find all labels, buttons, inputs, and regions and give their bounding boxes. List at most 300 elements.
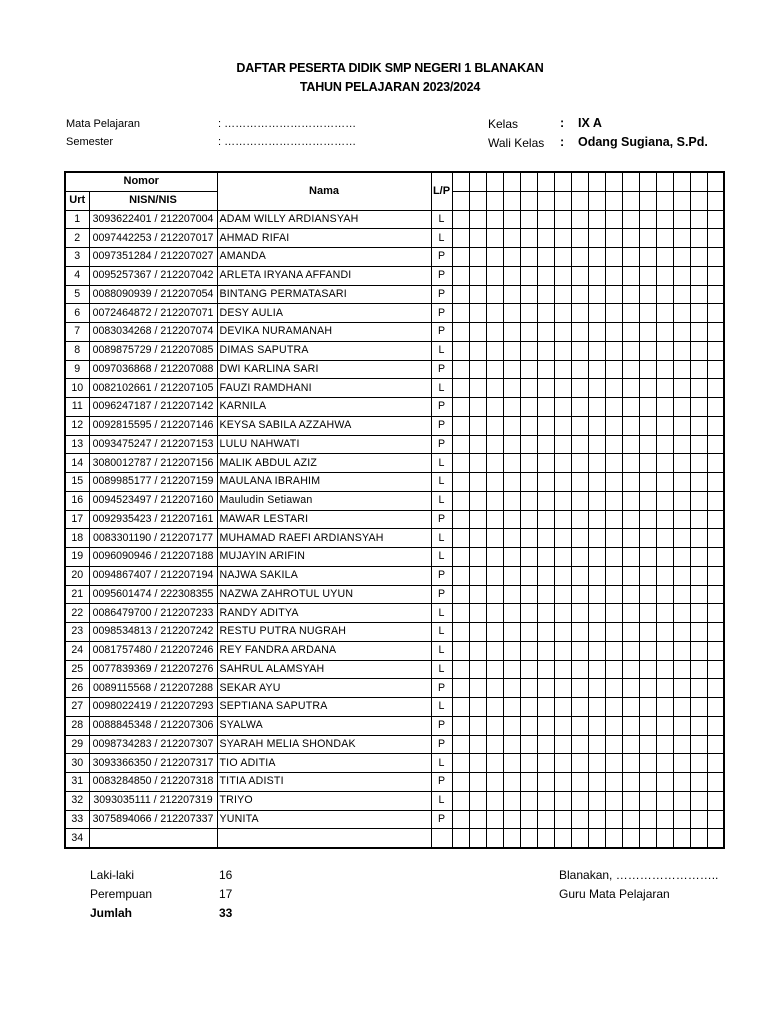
score-cell [690,266,707,285]
header-urt: Urt [65,191,89,210]
score-cell [571,754,588,773]
score-cell [605,248,622,267]
score-cell [690,604,707,623]
row-number: 15 [65,473,89,492]
score-cell [707,473,724,492]
summary-jumlah-value: 33 [219,906,233,920]
score-cell [571,829,588,848]
row-gender: P [431,435,452,454]
score-cell [690,698,707,717]
score-cell [690,716,707,735]
table-row [65,623,724,642]
score-cell [554,660,571,679]
score-cell [622,304,639,323]
score-cell [605,398,622,417]
score-cell [690,791,707,810]
score-cell [690,735,707,754]
score-cell [588,716,605,735]
row-name: RANDY ADITYA [217,604,431,623]
score-cell [639,641,656,660]
row-nisn: 3093035111 / 212207319 [89,791,217,810]
row-name: ARLETA IRYANA AFFANDI [217,266,431,285]
score-cell [622,566,639,585]
score-cell [656,266,673,285]
score-cell [503,679,520,698]
row-nisn: 0092815595 / 212207146 [89,416,217,435]
score-cell [503,716,520,735]
score-cell [503,210,520,229]
score-cell [537,341,554,360]
score-cell [639,829,656,848]
score-cell [486,379,503,398]
score-cell [486,754,503,773]
table-row [65,229,724,248]
score-header-cell [707,172,724,191]
score-cell [537,510,554,529]
score-cell [622,323,639,342]
score-cell [622,810,639,829]
score-cell [554,435,571,454]
score-cell [690,510,707,529]
score-header-cell [469,172,486,191]
row-gender: P [431,773,452,792]
mapel-value: : ……………………………… [218,118,357,130]
score-cell [554,604,571,623]
score-cell [588,735,605,754]
score-cell [656,810,673,829]
score-cell [673,791,690,810]
score-cell [571,379,588,398]
score-cell [452,529,469,548]
score-cell [656,341,673,360]
score-cell [571,248,588,267]
score-cell [656,773,673,792]
score-cell [622,604,639,623]
row-gender: L [431,698,452,717]
row-number: 6 [65,304,89,323]
header-nama: Nama [217,172,431,210]
score-cell [520,323,537,342]
score-cell [673,585,690,604]
score-cell [469,341,486,360]
table-row [65,341,724,360]
score-cell [520,585,537,604]
score-cell [639,623,656,642]
score-cell [656,566,673,585]
score-cell [690,773,707,792]
score-cell [469,229,486,248]
score-cell [588,473,605,492]
score-cell [690,341,707,360]
row-gender: L [431,210,452,229]
score-cell [486,735,503,754]
score-cell [452,210,469,229]
score-cell [622,773,639,792]
score-cell [486,341,503,360]
score-cell [520,491,537,510]
score-cell [690,829,707,848]
score-cell [503,360,520,379]
score-header-cell [656,172,673,191]
score-cell [571,548,588,567]
score-cell [673,360,690,379]
score-cell [469,623,486,642]
score-cell [520,510,537,529]
table-row [65,641,724,660]
score-cell [656,416,673,435]
score-cell [673,641,690,660]
row-number: 7 [65,323,89,342]
score-cell [622,716,639,735]
score-cell [588,679,605,698]
score-cell [469,585,486,604]
row-number: 11 [65,398,89,417]
score-cell [486,529,503,548]
score-cell [486,491,503,510]
score-cell [469,660,486,679]
score-cell [690,810,707,829]
score-cell [452,548,469,567]
row-name: SEPTIANA SAPUTRA [217,698,431,717]
score-cell [605,285,622,304]
score-cell [571,735,588,754]
score-header-cell [588,191,605,210]
score-header-cell [639,191,656,210]
score-cell [469,248,486,267]
table-row [65,529,724,548]
score-cell [452,285,469,304]
score-cell [605,229,622,248]
score-cell [673,304,690,323]
score-cell [469,735,486,754]
row-name: REY FANDRA ARDANA [217,641,431,660]
score-cell [486,716,503,735]
score-cell [639,266,656,285]
row-gender: P [431,585,452,604]
score-cell [656,285,673,304]
score-cell [503,585,520,604]
score-cell [622,660,639,679]
score-cell [690,379,707,398]
score-cell [639,473,656,492]
score-cell [673,810,690,829]
score-cell [486,548,503,567]
document-subtitle: TAHUN PELAJARAN 2023/2024 [299,80,481,94]
score-cell [571,473,588,492]
score-cell [707,698,724,717]
score-cell [520,435,537,454]
row-nisn: 0082102661 / 212207105 [89,379,217,398]
score-cell [656,529,673,548]
score-cell [469,698,486,717]
row-nisn: 0089985177 / 212207159 [89,473,217,492]
score-cell [537,660,554,679]
score-cell [588,266,605,285]
score-cell [639,416,656,435]
score-cell [537,529,554,548]
score-cell [571,416,588,435]
score-cell [690,473,707,492]
score-cell [588,341,605,360]
score-cell [588,323,605,342]
score-cell [486,416,503,435]
score-cell [503,604,520,623]
score-cell [571,623,588,642]
table-row [65,604,724,623]
row-name: KARNILA [217,398,431,417]
score-cell [707,491,724,510]
score-cell [520,210,537,229]
score-header-cell [486,172,503,191]
score-cell [469,285,486,304]
score-cell [673,773,690,792]
score-cell [452,754,469,773]
score-cell [503,510,520,529]
score-cell [503,454,520,473]
score-cell [588,604,605,623]
score-cell [520,566,537,585]
row-nisn: 0089875729 / 212207085 [89,341,217,360]
score-cell [503,341,520,360]
score-cell [605,360,622,379]
row-gender: P [431,735,452,754]
table-row [65,660,724,679]
score-cell [605,454,622,473]
row-nisn: 0083301190 / 212207177 [89,529,217,548]
score-cell [469,548,486,567]
row-name: SEKAR AYU [217,679,431,698]
signature-place-date: Blanakan, …………………….. [559,868,719,882]
score-cell [537,566,554,585]
header-nomor: Nomor [65,172,217,191]
score-header-cell [554,191,571,210]
score-cell [452,585,469,604]
score-cell [520,341,537,360]
score-cell [571,660,588,679]
score-cell [605,566,622,585]
score-cell [673,341,690,360]
score-cell [639,229,656,248]
table-row [65,360,724,379]
score-cell [469,210,486,229]
score-cell [673,266,690,285]
row-gender: P [431,398,452,417]
score-cell [622,454,639,473]
score-cell [639,566,656,585]
score-cell [605,735,622,754]
row-number: 18 [65,529,89,548]
row-name: DWI KARLINA SARI [217,360,431,379]
score-cell [537,266,554,285]
row-gender: P [431,323,452,342]
score-cell [537,473,554,492]
summary-laki-value: 16 [219,868,233,882]
score-cell [656,698,673,717]
score-cell [469,529,486,548]
score-cell [707,510,724,529]
score-header-cell [452,172,469,191]
score-cell [486,810,503,829]
row-name: MALIK ABDUL AZIZ [217,454,431,473]
score-header-cell [656,191,673,210]
score-cell [571,716,588,735]
score-cell [503,416,520,435]
row-name: NAJWA SAKILA [217,566,431,585]
score-cell [656,323,673,342]
student-table [64,171,725,849]
score-cell [588,304,605,323]
score-cell [537,379,554,398]
score-cell [588,435,605,454]
score-cell [452,473,469,492]
row-number: 27 [65,698,89,717]
score-cell [520,754,537,773]
row-gender: L [431,229,452,248]
score-cell [588,773,605,792]
score-cell [673,660,690,679]
score-cell [469,435,486,454]
score-cell [520,248,537,267]
score-header-cell [520,172,537,191]
row-number: 23 [65,623,89,642]
score-cell [452,416,469,435]
row-name: DESY AULIA [217,304,431,323]
score-cell [486,454,503,473]
row-gender: L [431,341,452,360]
score-cell [537,810,554,829]
score-cell [571,510,588,529]
score-cell [503,735,520,754]
score-cell [571,491,588,510]
score-cell [469,473,486,492]
score-header-cell [622,191,639,210]
score-cell [452,641,469,660]
score-cell [605,491,622,510]
score-cell [537,210,554,229]
score-cell [537,716,554,735]
score-cell [588,454,605,473]
score-cell [537,285,554,304]
row-number: 4 [65,266,89,285]
score-cell [588,585,605,604]
score-cell [605,210,622,229]
score-cell [588,623,605,642]
summary-perempuan-label: Perempuan [90,887,153,901]
score-cell [469,716,486,735]
score-header-cell [503,172,520,191]
score-cell [537,735,554,754]
row-number: 30 [65,754,89,773]
score-cell [690,416,707,435]
semester-value: : ……………………………… [218,136,357,148]
row-number: 25 [65,660,89,679]
score-cell [571,341,588,360]
score-cell [571,641,588,660]
score-cell [554,266,571,285]
score-cell [571,566,588,585]
score-cell [469,416,486,435]
kelas-label: Kelas [488,117,519,131]
score-cell [486,623,503,642]
score-cell [639,510,656,529]
score-cell [537,791,554,810]
score-cell [520,416,537,435]
row-gender: L [431,791,452,810]
score-cell [707,360,724,379]
score-cell [520,285,537,304]
row-gender: L [431,754,452,773]
score-cell [469,266,486,285]
score-cell [554,641,571,660]
score-cell [707,341,724,360]
score-header-cell [537,172,554,191]
score-cell [639,604,656,623]
score-cell [486,510,503,529]
score-cell [690,679,707,698]
table-row [65,754,724,773]
score-cell [520,360,537,379]
score-cell [452,360,469,379]
score-cell [571,323,588,342]
score-cell [469,360,486,379]
score-cell [622,698,639,717]
row-nisn: 0096247187 / 212207142 [89,398,217,417]
table-row [65,716,724,735]
score-cell [503,266,520,285]
row-number: 12 [65,416,89,435]
score-cell [503,660,520,679]
score-header-cell [537,191,554,210]
score-cell [673,679,690,698]
score-cell [588,791,605,810]
score-cell [537,491,554,510]
score-cell [639,585,656,604]
score-cell [656,435,673,454]
score-cell [656,398,673,417]
score-cell [537,754,554,773]
row-name: KEYSA SABILA AZZAHWA [217,416,431,435]
row-name: FAUZI RAMDHANI [217,379,431,398]
score-cell [656,491,673,510]
score-cell [503,641,520,660]
score-cell [639,323,656,342]
score-cell [656,379,673,398]
score-cell [452,510,469,529]
score-cell [605,716,622,735]
score-cell [469,791,486,810]
score-cell [571,304,588,323]
score-cell [503,791,520,810]
score-cell [707,323,724,342]
score-cell [707,229,724,248]
score-cell [486,660,503,679]
row-name: SYARAH MELIA SHONDAK [217,735,431,754]
score-cell [503,304,520,323]
score-cell [503,698,520,717]
summary-jumlah-label: Jumlah [90,906,133,920]
score-header-cell [452,191,469,210]
score-cell [707,435,724,454]
score-cell [605,623,622,642]
table-row [65,379,724,398]
row-nisn: 0094523497 / 212207160 [89,491,217,510]
score-cell [486,829,503,848]
row-name: MUHAMAD RAEFI ARDIANSYAH [217,529,431,548]
score-cell [452,379,469,398]
score-cell [503,810,520,829]
score-cell [571,210,588,229]
score-cell [605,660,622,679]
